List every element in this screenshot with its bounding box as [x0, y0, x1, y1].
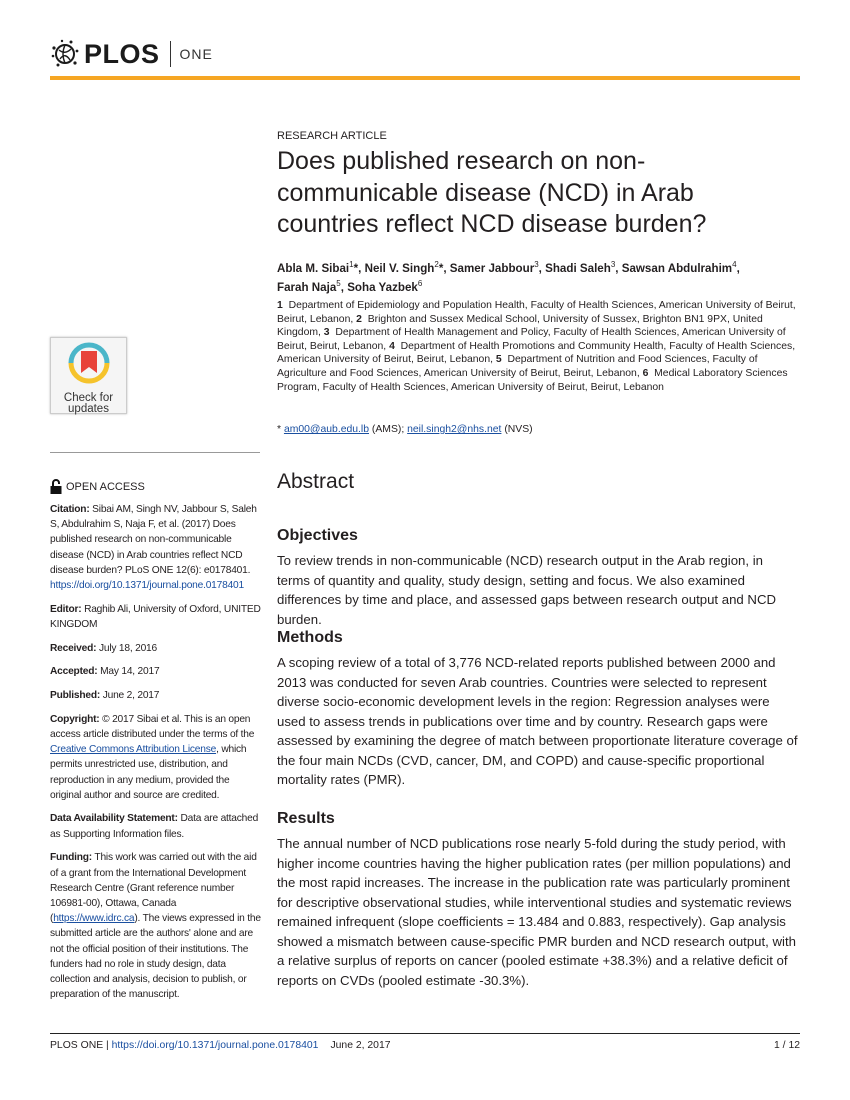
logo-plos: PLOS: [84, 38, 160, 69]
author: [277, 262, 358, 275]
badge-line2: updates: [68, 403, 109, 415]
author-list: Abla M. Sibai$^1$*, Neil V. Singh$^2$*, Samer Jabbour$^3$, Shadi Saleh$^3$, Sawsan Abdulrahim$^4$, Farah Naja$^5$, Soha Yazbek$^6$: [277, 260, 740, 295]
open-access-label: [50, 479, 145, 494]
author-affiliation-number: 1: [349, 260, 354, 269]
results-text: The annual number of NCD publications rose nearly 5-fold during the study period, with higher income countries having the higher publication rates (per million populations) and the most rapid increases. The increase in the publication rate was particularly prominent for descriptive observational studies, while interventional studies and systematic reviews remained infrequent (slope coefficients = 13.484 and 0.883, respectively). Gap analysis showed a mismatch between cause-specific PMR burden and NCD research output, with a relative surplus of reports on cancer (pooled estimate +38.3%) and a relative deficit of reports on CVDs (pooled estimate -30.3%).: [277, 836, 796, 988]
open-lock-icon: [50, 479, 62, 494]
affiliation-text: Department of Health Management and Policy, Faculty of Health Sciences, American University of Beirut, Beirut, Lebanon,: [277, 327, 786, 352]
results-heading: Results: [277, 810, 335, 827]
received-label: Received:: [50, 642, 97, 654]
author-affiliation-number: 2: [434, 260, 439, 269]
citation-text: Sibai AM, Singh NV, Jabbour S, Saleh S, Abdulrahim S, Naja F, et al. (2017) Does published research on non-communicable disease (NCD) in Arab countries reflect NCD disease burden? PLoS ONE 12(6): e0178401.: [50, 504, 257, 576]
accepted-date: May 14, 2017: [100, 666, 160, 678]
affiliation-number: 5: [495, 354, 502, 366]
corresponding-mark: *: [277, 424, 282, 435]
plos-globe-icon: [50, 39, 80, 69]
objectives-heading: Objectives: [277, 527, 358, 544]
footer-date: June 2, 2017: [330, 1040, 391, 1051]
author-name: Farah Naja: [277, 281, 337, 295]
affiliation-number: 1: [277, 300, 283, 311]
footer-journal: PLOS ONE |: [50, 1040, 109, 1051]
check-for-updates-badge[interactable]: [50, 337, 127, 414]
author-affiliation-number: 4: [732, 260, 737, 269]
author-name: Soha Yazbek: [347, 281, 418, 295]
license-link[interactable]: Creative Commons Attribution License: [50, 744, 217, 756]
editor-label: Editor:: [50, 603, 82, 615]
author: [365, 262, 444, 275]
bookmark-ring-icon: [67, 341, 111, 385]
published-date: June 2, 2017: [102, 690, 160, 702]
open-access-text: OPEN ACCESS: [66, 480, 145, 493]
logo-journal: ONE: [179, 46, 213, 62]
author: [347, 281, 422, 294]
header-accent-bar: [50, 76, 800, 80]
funding-text-2: ). The views expressed in the submitted article are the authors' alone and are not the official position of their institutions. The funders had no role in study design, data collection and analysis, decision to publish, or preparation of the manuscript.: [50, 913, 261, 1001]
editor: [50, 602, 262, 632]
affiliation-text: Department of Epidemiology and Population Health, Faculty of Health Sciences, American University of Beirut, Beirut, Lebanon,: [277, 300, 796, 325]
editor-text: Raghib Ali, University of Oxford, UNITED KINGDOM: [50, 603, 261, 630]
abstract-heading: Abstract: [277, 470, 355, 493]
objectives-text: To review trends in non-communicable (NCD) research output in the Arab region, in terms of quantity and quality, study design, setting and focus. We also examined differences by time and place, and assessed gaps between research output and NCD burden.: [277, 553, 776, 627]
accepted-label: Accepted:: [50, 666, 98, 678]
author-name: Samer Jabbour: [449, 261, 535, 275]
citation: [50, 502, 262, 593]
footer-divider: [50, 1033, 800, 1034]
corresponding-mark: *: [353, 261, 359, 275]
email-link-nvs[interactable]: neil.singh2@nhs.net: [407, 424, 502, 435]
affiliation-number: 4: [389, 340, 395, 352]
author-affiliation-number: 3: [534, 260, 539, 269]
logo-divider: [170, 41, 171, 67]
affiliation-text: Brighton and Sussex Medical School, University of Sussex, Brighton BN1 9PX, United Kingdom,: [277, 313, 763, 339]
funding-text: This work was carried out with the aid of a grant from the International Development Research Centre (Grant reference number 106981-00), Ottawa, Canada (: [50, 852, 257, 925]
author: [545, 262, 615, 275]
initials-nvs: (NVS): [504, 424, 533, 435]
citation-label: Citation:: [50, 504, 90, 515]
correspondence: [277, 424, 797, 435]
published-label: Published:: [50, 690, 101, 702]
copyright-label: Copyright:: [50, 713, 100, 725]
page-number: 1 / 12: [774, 1040, 800, 1051]
author-affiliation-number: 6: [417, 279, 423, 289]
affiliation-text: Department of Nutrition and Food Sciences, Faculty of Agriculture and Food Sciences, American University of Beirut, Beirut, Lebanon,: [277, 354, 758, 379]
article-metadata: [50, 502, 262, 1011]
author-name: Abla M. Sibai: [277, 261, 350, 275]
plos-one-logo: [50, 38, 213, 70]
data-availability-label: Data Availability Statement:: [50, 813, 178, 825]
published: [50, 688, 262, 703]
sidebar-divider: [50, 452, 260, 453]
author-affiliation-number: 3: [610, 260, 616, 269]
funding-label: Funding:: [50, 852, 92, 864]
author-name: Shadi Saleh: [545, 261, 611, 275]
copyright-text-2: , which permits unrestricted use, distribution, and reproduction in any medium, provided the original author and source are credited.: [50, 744, 247, 801]
article-type: RESEARCH ARTICLE: [277, 130, 387, 142]
copyright: [50, 712, 262, 803]
copyright-text: © 2017 Sibai et al. This is an open access article distributed under the terms of the: [50, 713, 255, 740]
badge-line1: Check for: [63, 392, 114, 404]
citation-doi-link[interactable]: https://doi.org/10.1371/journal.pone.0178401: [50, 580, 244, 592]
affiliation-number: 6: [642, 367, 649, 379]
methods-text: A scoping review of a total of 3,776 NCD-related reports published between 2000 and 2013 was conducted for seven Arab countries. Countries were selected to represent diverse socio-economic development levels in the region: Regression analyses were used to assess trends in publications over time and by country. Research gaps were assessed by examining the degree of match between proportionate literature coverage of the four main NCDs (CVD, cancer, DM, and COPD) and cause-specific proportional mortality rates (PMR).: [277, 655, 798, 787]
accepted: [50, 664, 262, 679]
footer-doi-link[interactable]: https://doi.org/10.1371/journal.pone.0178401: [111, 1040, 319, 1051]
author: [622, 262, 737, 275]
corresponding-mark: *: [438, 261, 444, 275]
funding: [50, 850, 262, 1002]
author-affiliation-number: 5: [336, 279, 341, 289]
initials-ams: (AMS);: [371, 424, 405, 435]
author: [277, 281, 341, 294]
received: [50, 641, 262, 656]
page-footer: [50, 1040, 800, 1051]
email-link-ams[interactable]: am00@aub.edu.lb: [283, 424, 370, 435]
author-name: Neil V. Singh: [364, 261, 435, 275]
idrc-link[interactable]: https://www.idrc.ca: [53, 913, 135, 925]
affiliation-number: 2: [356, 313, 362, 325]
affiliations: [277, 299, 797, 394]
data-availability-text: Data are attached as Supporting Information files.: [50, 813, 259, 840]
methods-heading: Methods: [277, 629, 343, 646]
author-name: Sawsan Abdulrahim: [621, 261, 733, 275]
affiliation-number: 3: [323, 327, 330, 339]
data-availability: [50, 811, 262, 841]
received-date: July 18, 2016: [98, 642, 157, 654]
affiliation-text: Department of Health Promotions and Community Health, Faculty of Health Sciences, American University of Beirut, Beirut, Lebanon,: [277, 340, 796, 366]
affiliation-text: Medical Laboratory Sciences Program, Faculty of Health Sciences, American University of Beirut, Beirut, Lebanon: [277, 367, 788, 393]
article-title: Does published research on non-communicable disease (NCD) in Arab countries reflect NCD disease burden?: [277, 147, 707, 238]
author: [450, 262, 539, 275]
